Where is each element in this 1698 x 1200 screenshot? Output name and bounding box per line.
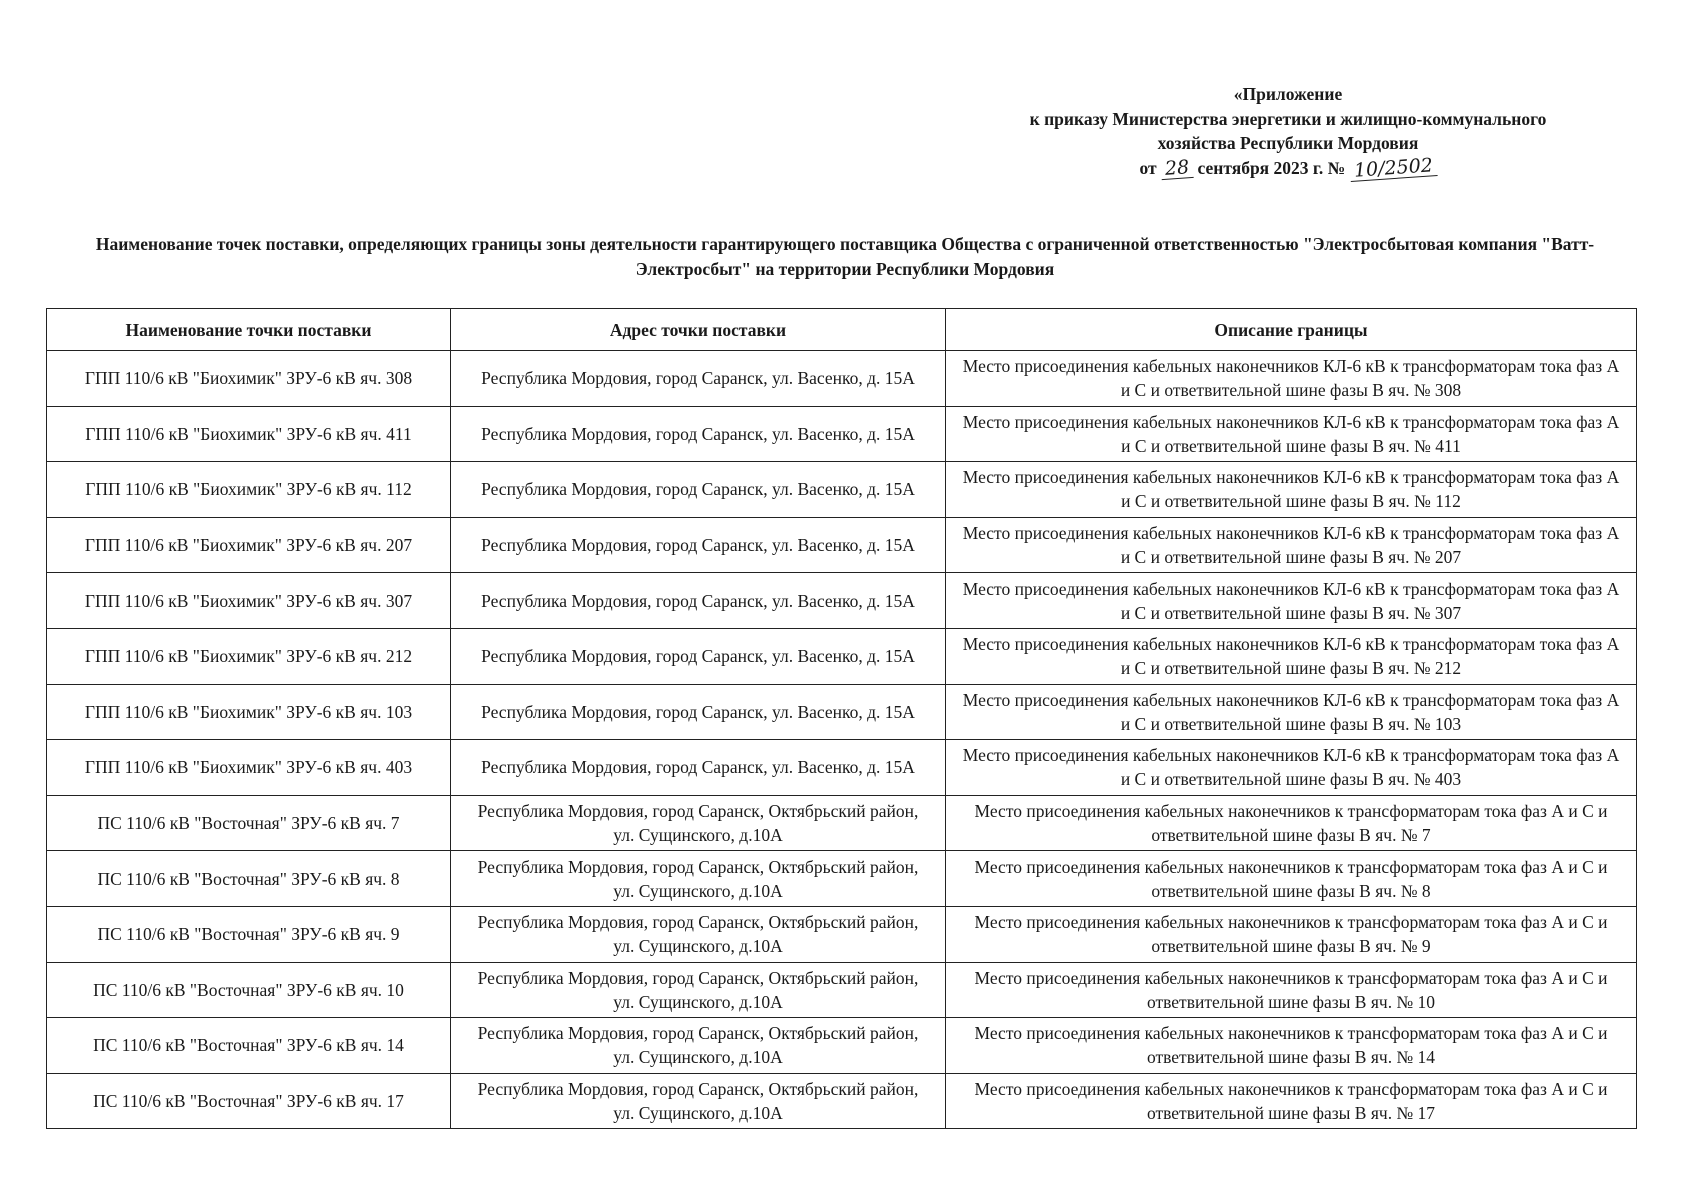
cell-delivery-point-name: ГПП 110/6 кВ "Биохимик" ЗРУ-6 кВ яч. 207 xyxy=(47,517,451,573)
table-row xyxy=(47,1018,1637,1074)
cell-delivery-point-name: ГПП 110/6 кВ "Биохимик" ЗРУ-6 кВ яч. 112 xyxy=(47,462,451,518)
cell-delivery-point-address: Республика Мордовия, город Саранск, ул. Васенко, д. 15А xyxy=(451,406,946,462)
cell-delivery-point-name: ГПП 110/6 кВ "Биохимик" ЗРУ-6 кВ яч. 308 xyxy=(47,351,451,407)
handwritten-order-number: 10/2502 xyxy=(1349,154,1437,181)
cell-delivery-point-address: Республика Мордовия, город Саранск, ул. Васенко, д. 15А xyxy=(451,740,946,796)
cell-delivery-point-name: ГПП 110/6 кВ "Биохимик" ЗРУ-6 кВ яч. 212 xyxy=(47,628,451,684)
appendix-line-2: к приказу Министерства энергетики и жилищно-коммунального xyxy=(1029,108,1547,129)
cell-boundary-description: Место присоединения кабельных наконечников к трансформаторам тока фаз А и С и ответвительной шине фазы В яч. № 14 xyxy=(946,1018,1637,1074)
column-header-boundary: Описание границы xyxy=(946,309,1637,351)
cell-delivery-point-name: ГПП 110/6 кВ "Биохимик" ЗРУ-6 кВ яч. 403 xyxy=(47,740,451,796)
cell-boundary-description: Место присоединения кабельных наконечников КЛ-6 кВ к трансформаторам тока фаз А и С и ответвительной шине фазы В яч. № 403 xyxy=(946,740,1637,796)
cell-boundary-description: Место присоединения кабельных наконечников к трансформаторам тока фаз А и С и ответвительной шине фазы В яч. № 9 xyxy=(946,906,1637,962)
appendix-header xyxy=(968,82,1608,180)
table-row xyxy=(47,628,1637,684)
cell-delivery-point-name: ПС 110/6 кВ "Восточная" ЗРУ-6 кВ яч. 7 xyxy=(47,795,451,851)
cell-delivery-point-name: ГПП 110/6 кВ "Биохимик" ЗРУ-6 кВ яч. 307 xyxy=(47,573,451,629)
cell-boundary-description: Место присоединения кабельных наконечников КЛ-6 кВ к трансформаторам тока фаз А и С и ответвительной шине фазы В яч. № 411 xyxy=(946,406,1637,462)
cell-delivery-point-address: Республика Мордовия, город Саранск, Октябрьский район, ул. Сущинского, д.10А xyxy=(451,1018,946,1074)
order-date-line xyxy=(968,153,1608,182)
cell-delivery-point-address: Республика Мордовия, город Саранск, ул. Васенко, д. 15А xyxy=(451,462,946,518)
cell-boundary-description: Место присоединения кабельных наконечников к трансформаторам тока фаз А и С и ответвительной шине фазы В яч. № 17 xyxy=(946,1073,1637,1129)
column-header-name: Наименование точки поставки xyxy=(47,309,451,351)
cell-boundary-description: Место присоединения кабельных наконечников КЛ-6 кВ к трансформаторам тока фаз А и С и ответвительной шине фазы В яч. № 103 xyxy=(946,684,1637,740)
cell-boundary-description: Место присоединения кабельных наконечников КЛ-6 кВ к трансформаторам тока фаз А и С и ответвительной шине фазы В яч. № 308 xyxy=(946,351,1637,407)
cell-boundary-description: Место присоединения кабельных наконечников КЛ-6 кВ к трансформаторам тока фаз А и С и ответвительной шине фазы В яч. № 212 xyxy=(946,628,1637,684)
cell-delivery-point-name: ПС 110/6 кВ "Восточная" ЗРУ-6 кВ яч. 9 xyxy=(47,906,451,962)
table-row xyxy=(47,517,1637,573)
appendix-line-1: «Приложение xyxy=(1233,84,1343,104)
cell-delivery-point-address: Республика Мордовия, город Саранск, Октябрьский район, ул. Сущинского, д.10А xyxy=(451,906,946,962)
cell-boundary-description: Место присоединения кабельных наконечников к трансформаторам тока фаз А и С и ответвительной шине фазы В яч. № 10 xyxy=(946,962,1637,1018)
table-row xyxy=(47,906,1637,962)
cell-delivery-point-name: ГПП 110/6 кВ "Биохимик" ЗРУ-6 кВ яч. 103 xyxy=(47,684,451,740)
cell-delivery-point-address: Республика Мордовия, город Саранск, Октябрьский район, ул. Сущинского, д.10А xyxy=(451,851,946,907)
handwritten-day: 28 xyxy=(1160,156,1194,179)
cell-delivery-point-address: Республика Мордовия, город Саранск, Октябрьский район, ул. Сущинского, д.10А xyxy=(451,795,946,851)
cell-boundary-description: Место присоединения кабельных наконечников КЛ-6 кВ к трансформаторам тока фаз А и С и ответвительной шине фазы В яч. № 307 xyxy=(946,573,1637,629)
appendix-line-3: хозяйства Республики Мордовия xyxy=(1157,133,1419,153)
table-row xyxy=(47,851,1637,907)
cell-delivery-point-name: ГПП 110/6 кВ "Биохимик" ЗРУ-6 кВ яч. 411 xyxy=(47,406,451,462)
cell-delivery-point-name: ПС 110/6 кВ "Восточная" ЗРУ-6 кВ яч. 14 xyxy=(47,1018,451,1074)
cell-delivery-point-name: ПС 110/6 кВ "Восточная" ЗРУ-6 кВ яч. 17 xyxy=(47,1073,451,1129)
table-row xyxy=(47,573,1637,629)
cell-delivery-point-name: ПС 110/6 кВ "Восточная" ЗРУ-6 кВ яч. 10 xyxy=(47,962,451,1018)
document-title: Наименование точек поставки, определяющих границы зоны деятельности гарантирующего поставщика Общества с ограниченной ответственностью "Электросбытовая компания "Ватт-Электросбыт" на территории Республики Мордовия xyxy=(95,234,1595,279)
table-row xyxy=(47,462,1637,518)
table-header-row xyxy=(47,309,1637,351)
cell-delivery-point-address: Республика Мордовия, город Саранск, ул. Васенко, д. 15А xyxy=(451,684,946,740)
cell-delivery-point-address: Республика Мордовия, город Саранск, ул. Васенко, д. 15А xyxy=(451,351,946,407)
date-prefix: от xyxy=(1139,157,1157,178)
table-row xyxy=(47,684,1637,740)
cell-delivery-point-address: Республика Мордовия, город Саранск, ул. Васенко, д. 15А xyxy=(451,628,946,684)
cell-boundary-description: Место присоединения кабельных наконечников к трансформаторам тока фаз А и С и ответвительной шине фазы В яч. № 7 xyxy=(946,795,1637,851)
table-row xyxy=(47,795,1637,851)
table-row xyxy=(47,962,1637,1018)
cell-delivery-point-name: ПС 110/6 кВ "Восточная" ЗРУ-6 кВ яч. 8 xyxy=(47,851,451,907)
column-header-address: Адрес точки поставки xyxy=(451,309,946,351)
table-row xyxy=(47,351,1637,407)
cell-boundary-description: Место присоединения кабельных наконечников КЛ-6 кВ к трансформаторам тока фаз А и С и ответвительной шине фазы В яч. № 207 xyxy=(946,517,1637,573)
table-row xyxy=(47,406,1637,462)
cell-delivery-point-address: Республика Мордовия, город Саранск, ул. Васенко, д. 15А xyxy=(451,517,946,573)
table-body xyxy=(47,351,1637,1129)
cell-boundary-description: Место присоединения кабельных наконечников КЛ-6 кВ к трансформаторам тока фаз А и С и ответвительной шине фазы В яч. № 112 xyxy=(946,462,1637,518)
table-row xyxy=(47,1073,1637,1129)
date-middle: сентября 2023 г. № xyxy=(1197,157,1346,178)
cell-boundary-description: Место присоединения кабельных наконечников к трансформаторам тока фаз А и С и ответвительной шине фазы В яч. № 8 xyxy=(946,851,1637,907)
table-row xyxy=(47,740,1637,796)
cell-delivery-point-address: Республика Мордовия, город Саранск, Октябрьский район, ул. Сущинского, д.10А xyxy=(451,962,946,1018)
cell-delivery-point-address: Республика Мордовия, город Саранск, ул. Васенко, д. 15А xyxy=(451,573,946,629)
cell-delivery-point-address: Республика Мордовия, город Саранск, Октябрьский район, ул. Сущинского, д.10А xyxy=(451,1073,946,1129)
delivery-points-table xyxy=(46,308,1637,1129)
